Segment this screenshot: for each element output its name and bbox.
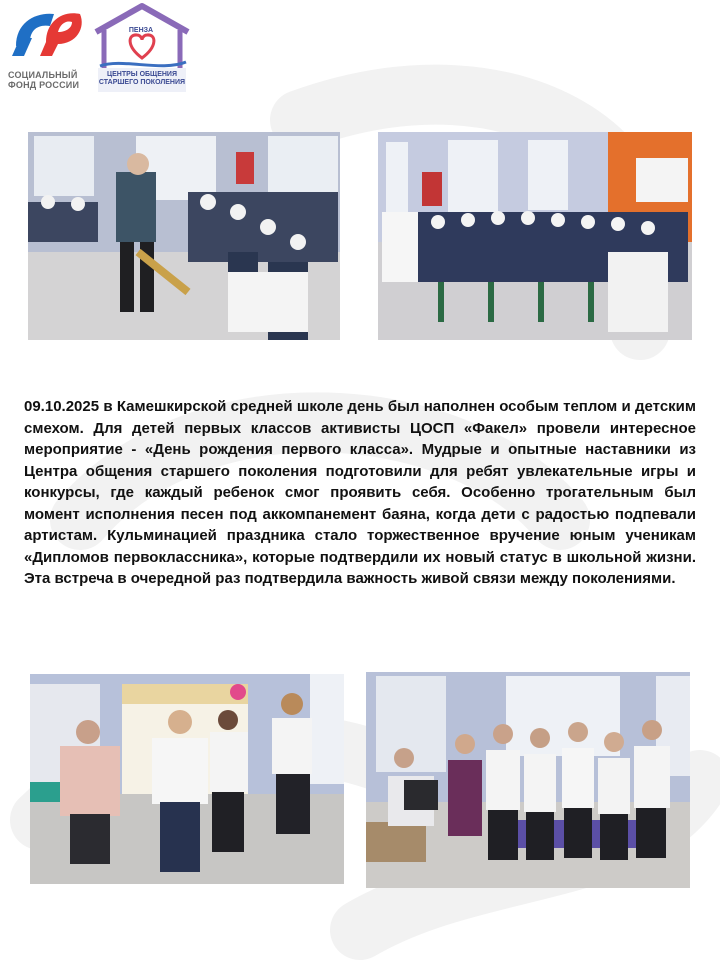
performance-photo <box>30 674 344 884</box>
choir-photo <box>366 672 690 888</box>
center-logo-line1: ЦЕНТРЫ ОБЩЕНИЯ <box>107 71 177 78</box>
center-logo-text <box>94 71 190 87</box>
photo-bottom-left <box>30 674 344 884</box>
center-logo-city: ПЕНЗА <box>128 27 154 34</box>
photo-bottom-right <box>366 672 690 888</box>
sfr-line1: СОЦИАЛЬНЫЙ <box>8 70 78 80</box>
sfr-logo-icon <box>6 2 86 70</box>
classroom-photo <box>28 132 340 340</box>
sfr-line2: ФОНД РОССИИ <box>8 80 80 90</box>
photo-top-left <box>28 132 340 340</box>
sfr-logo-text <box>8 70 98 90</box>
photo-top-right <box>378 132 692 340</box>
article-text: 09.10.2025 в Камешкирской средней школе день был наполнен особым теплом и детским смехом. Для детей первых классов активисты ЦОСП «Факел» провели интересное мероприятие - «День рождения первого класса». Мудрые и опытные наставники из Центра общения старшего поколения подготовили для ребят увлекательные игры и конкурсы, где каждый ребенок смог проявить себя. Особенно трогательным был момент исполнения песен под аккомпанемент баяна, когда дети с радостью подпевали артистам. Кульминацией праздника стало торжественное вручение юным ученикам «Дипломов первоклассника», которые подтвердили их новый статус в школьной жизни. Эта встреча в очередной раз подтвердила важность живой связи между поколениями. <box>24 398 696 587</box>
classroom-photo <box>378 132 692 340</box>
center-logo-line2: СТАРШЕГО ПОКОЛЕНИЯ <box>98 79 186 86</box>
